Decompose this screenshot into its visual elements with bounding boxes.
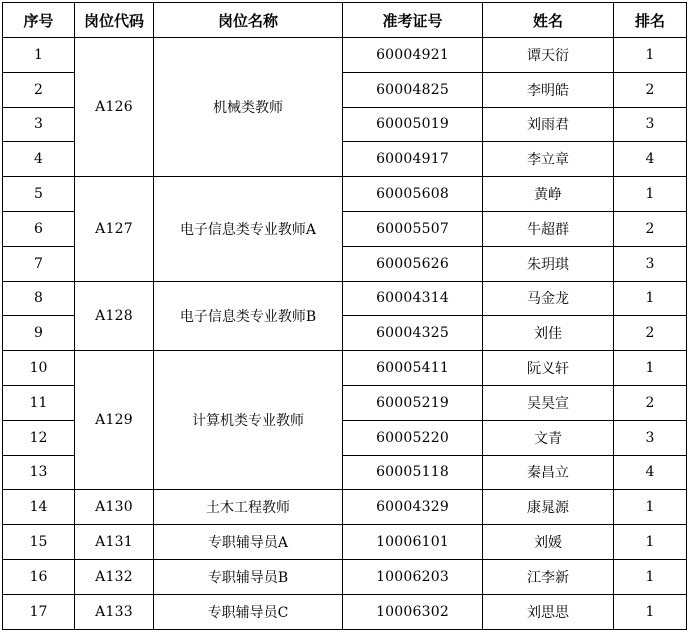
- name-cell: 阮义轩: [483, 351, 614, 386]
- table-row: [3, 594, 687, 629]
- header-position-name: 岗位名称: [154, 3, 343, 38]
- table-row: [3, 525, 687, 560]
- rank-cell: 4: [614, 142, 687, 177]
- rank-cell: 2: [614, 72, 687, 107]
- position-code-cell: A128: [75, 281, 154, 351]
- seq-cell: 16: [3, 559, 75, 594]
- position-name-cell: 土木工程教师: [154, 490, 343, 525]
- exam-id-cell: 60005507: [343, 211, 483, 246]
- table-header: [3, 3, 687, 38]
- rank-cell: 3: [614, 246, 687, 281]
- exam-id-cell: 60005118: [343, 455, 483, 490]
- seq-cell: 8: [3, 281, 75, 316]
- exam-id-cell: 60005219: [343, 385, 483, 420]
- exam-id-cell: 60004921: [343, 38, 483, 73]
- seq-cell: 3: [3, 107, 75, 142]
- rank-cell: 1: [614, 559, 687, 594]
- header-row: [3, 3, 687, 38]
- position-code-cell: A129: [75, 351, 154, 490]
- seq-cell: 13: [3, 455, 75, 490]
- name-cell: 刘思思: [483, 594, 614, 629]
- exam-id-cell: 60004314: [343, 281, 483, 316]
- rank-cell: 4: [614, 455, 687, 490]
- ranking-table: [2, 2, 687, 630]
- name-cell: 谭天衍: [483, 38, 614, 73]
- name-cell: 黄峥: [483, 177, 614, 212]
- position-code-cell: A133: [75, 594, 154, 629]
- exam-id-cell: 60004917: [343, 142, 483, 177]
- name-cell: 朱玥琪: [483, 246, 614, 281]
- seq-cell: 5: [3, 177, 75, 212]
- exam-id-cell: 60004329: [343, 490, 483, 525]
- name-cell: 康晁源: [483, 490, 614, 525]
- rank-cell: 1: [614, 525, 687, 560]
- rank-cell: 1: [614, 490, 687, 525]
- header-exam-id: 准考证号: [343, 3, 483, 38]
- header-name: 姓名: [483, 3, 614, 38]
- name-cell: 秦昌立: [483, 455, 614, 490]
- seq-cell: 10: [3, 351, 75, 386]
- exam-id-cell: 60005608: [343, 177, 483, 212]
- header-seq: 序号: [3, 3, 75, 38]
- name-cell: 刘佳: [483, 316, 614, 351]
- table-row: [3, 177, 687, 212]
- exam-id-cell: 60005411: [343, 351, 483, 386]
- position-name-cell: 专职辅导员C: [154, 594, 343, 629]
- name-cell: 文青: [483, 420, 614, 455]
- table-body: [3, 38, 687, 630]
- table-row: [3, 281, 687, 316]
- seq-cell: 2: [3, 72, 75, 107]
- name-cell: 刘雨君: [483, 107, 614, 142]
- rank-cell: 2: [614, 211, 687, 246]
- exam-id-cell: 10006101: [343, 525, 483, 560]
- exam-id-cell: 60005019: [343, 107, 483, 142]
- rank-cell: 3: [614, 107, 687, 142]
- seq-cell: 7: [3, 246, 75, 281]
- name-cell: 马金龙: [483, 281, 614, 316]
- seq-cell: 11: [3, 385, 75, 420]
- name-cell: 吴昊宣: [483, 385, 614, 420]
- exam-id-cell: 60004325: [343, 316, 483, 351]
- header-rank: 排名: [614, 3, 687, 38]
- header-position-code: 岗位代码: [75, 3, 154, 38]
- name-cell: 李明皓: [483, 72, 614, 107]
- exam-id-cell: 10006302: [343, 594, 483, 629]
- seq-cell: 9: [3, 316, 75, 351]
- table-row: [3, 559, 687, 594]
- name-cell: 李立章: [483, 142, 614, 177]
- table-row: [3, 490, 687, 525]
- position-name-cell: 计算机类专业教师: [154, 351, 343, 490]
- position-code-cell: A132: [75, 559, 154, 594]
- seq-cell: 12: [3, 420, 75, 455]
- name-cell: 刘媛: [483, 525, 614, 560]
- rank-cell: 2: [614, 385, 687, 420]
- seq-cell: 6: [3, 211, 75, 246]
- seq-cell: 14: [3, 490, 75, 525]
- rank-cell: 1: [614, 177, 687, 212]
- position-name-cell: 电子信息类专业教师A: [154, 177, 343, 281]
- exam-id-cell: 60005220: [343, 420, 483, 455]
- exam-id-cell: 60004825: [343, 72, 483, 107]
- position-code-cell: A131: [75, 525, 154, 560]
- rank-cell: 1: [614, 281, 687, 316]
- rank-cell: 1: [614, 351, 687, 386]
- rank-cell: 3: [614, 420, 687, 455]
- seq-cell: 15: [3, 525, 75, 560]
- seq-cell: 4: [3, 142, 75, 177]
- position-code-cell: A130: [75, 490, 154, 525]
- position-name-cell: 机械类教师: [154, 38, 343, 177]
- name-cell: 江李新: [483, 559, 614, 594]
- position-name-cell: 专职辅导员A: [154, 525, 343, 560]
- table-row: [3, 38, 687, 73]
- position-code-cell: A127: [75, 177, 154, 281]
- exam-id-cell: 60005626: [343, 246, 483, 281]
- exam-id-cell: 10006203: [343, 559, 483, 594]
- rank-cell: 2: [614, 316, 687, 351]
- position-code-cell: A126: [75, 38, 154, 177]
- table-row: [3, 351, 687, 386]
- position-name-cell: 专职辅导员B: [154, 559, 343, 594]
- position-name-cell: 电子信息类专业教师B: [154, 281, 343, 351]
- name-cell: 牛超群: [483, 211, 614, 246]
- seq-cell: 1: [3, 38, 75, 73]
- rank-cell: 1: [614, 594, 687, 629]
- rank-cell: 1: [614, 38, 687, 73]
- seq-cell: 17: [3, 594, 75, 629]
